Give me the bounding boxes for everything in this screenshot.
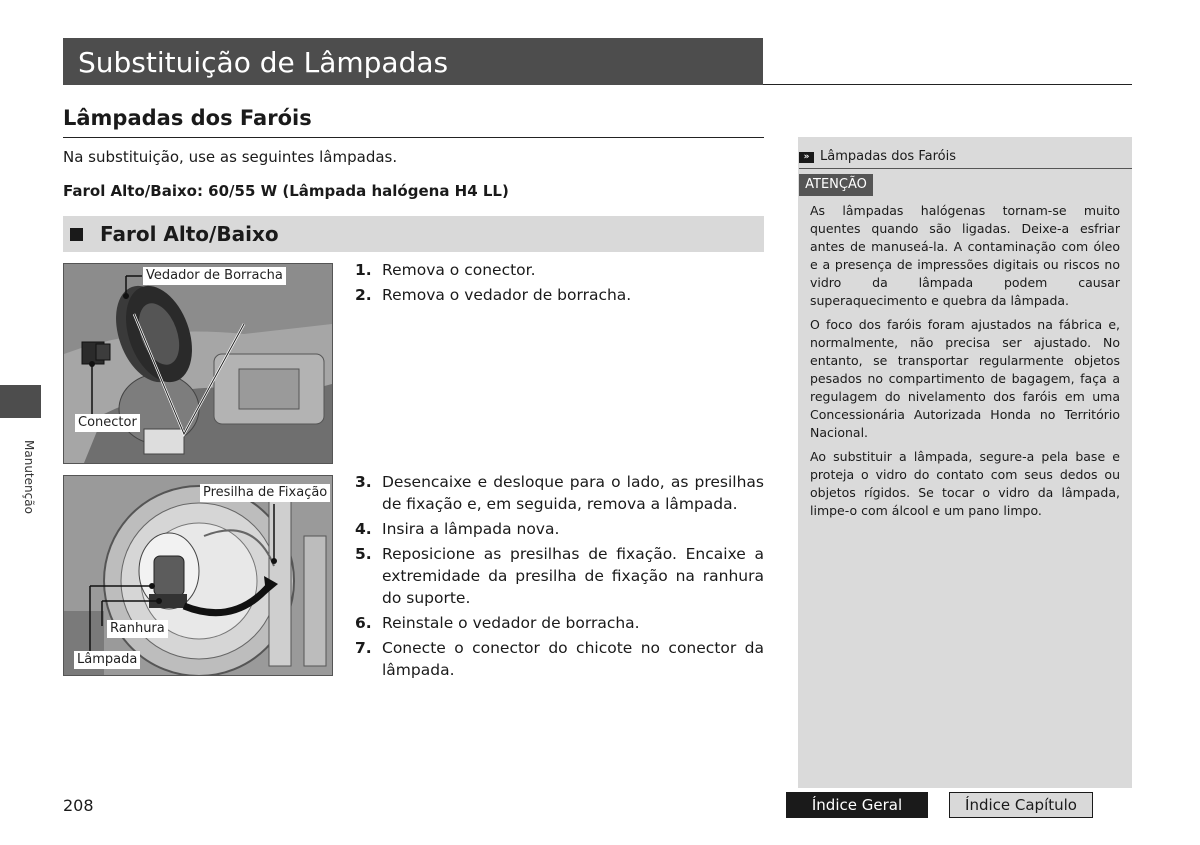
callout-dot (149, 583, 155, 589)
chapter-side-label: Manutenção (22, 440, 36, 514)
step-number: 3. (355, 473, 372, 491)
intro-text: Na substituição, use as seguintes lâmpadas. (63, 148, 398, 166)
index-general-button[interactable]: Índice Geral (786, 792, 928, 818)
bulb-socket-illustration (64, 476, 332, 675)
steps-list-1 (355, 259, 764, 309)
subsection-title: Farol Alto/Baixo (100, 222, 279, 246)
bulb-spec: Farol Alto/Baixo: 60/55 W (Lâmpada halógena H4 LL) (63, 182, 509, 200)
note-divider (799, 168, 1132, 169)
step-text: Desencaixe e desloque para o lado, as presilhas de fixação e, em seguida, remova a lâmpada. (382, 473, 764, 513)
instruction-step (355, 518, 764, 540)
step-text: Insira a lâmpada nova. (382, 520, 560, 538)
chapter-side-tab[interactable] (0, 385, 41, 418)
double-chevron-icon: » (799, 152, 814, 163)
page-number: 208 (63, 796, 94, 815)
step-text: Reposicione as presilhas de fixação. Encaixe a extremidade da presilha de fixação na ranhura do suporte. (382, 545, 764, 607)
step-number: 5. (355, 545, 372, 563)
instruction-step (355, 543, 764, 609)
attention-badge: ATENÇÃO (799, 174, 873, 196)
header-divider (763, 84, 1132, 85)
step-number: 7. (355, 639, 372, 657)
step-text: Conecte o conector do chicote no conector da lâmpada. (382, 639, 764, 679)
label-retaining-clip: Presilha de Fixação (200, 484, 330, 502)
note-paragraph: O foco dos faróis foram ajustados na fábrica e, normalmente, não precisa ser ajustado. No entanto, se transportar regularmente objetos pesados no compartimento de bagagem, faça a regulagem do nivelamento dos faróis em uma Concessionária Autorizada Honda no Território Nacional. (810, 317, 1120, 440)
step-text: Remova o conector. (382, 261, 536, 279)
index-chapter-button[interactable]: Índice Capítulo (949, 792, 1093, 818)
label-bulb: Lâmpada (74, 651, 140, 669)
instruction-step (355, 612, 764, 634)
note-paragraph: Ao substituir a lâmpada, segure-a pela base e proteja o vidro do contato com seus dedos ou objetos rígidos. Se tocar o vidro da lâmpada, limpe-o com álcool e um pano limpo. (810, 449, 1120, 518)
figure-bulb-removal (63, 475, 333, 676)
callout-dot (156, 598, 162, 604)
note-body (810, 202, 1120, 526)
callout-dot (271, 558, 277, 564)
instruction-step (355, 259, 764, 281)
figure-connector-removal (63, 263, 333, 464)
instruction-step (355, 637, 764, 681)
instruction-step (355, 284, 764, 306)
section-divider (63, 137, 764, 138)
step-number: 4. (355, 520, 372, 538)
label-slot: Ranhura (107, 620, 168, 638)
steps-list-2 (355, 471, 764, 684)
step-number: 1. (355, 261, 372, 279)
label-connector: Conector (75, 414, 140, 432)
note-paragraph: As lâmpadas halógenas tornam-se muito quentes quando são ligadas. Deixe-a esfriar antes de manuseá-la. A contaminação com óleo e a presença de impressões digitais ou riscos no vidro da lâmpada podem causar superaquecimento e quebra da lâmpada. (810, 203, 1120, 308)
label-rubber-seal: Vedador de Borracha (143, 267, 286, 285)
instruction-step (355, 471, 764, 515)
callout-dot (89, 361, 95, 367)
step-text: Remova o vedador de borracha. (382, 286, 632, 304)
square-bullet-icon (70, 228, 83, 241)
note-heading (799, 148, 956, 166)
step-number: 6. (355, 614, 372, 632)
step-number: 2. (355, 286, 372, 304)
chapter-title: Substituição de Lâmpadas (78, 46, 449, 79)
note-heading-text: Lâmpadas dos Faróis (820, 149, 956, 164)
section-title: Lâmpadas dos Faróis (63, 106, 312, 130)
headlight-rear-illustration (64, 264, 332, 463)
callout-dot (123, 293, 129, 299)
step-text: Reinstale o vedador de borracha. (382, 614, 640, 632)
